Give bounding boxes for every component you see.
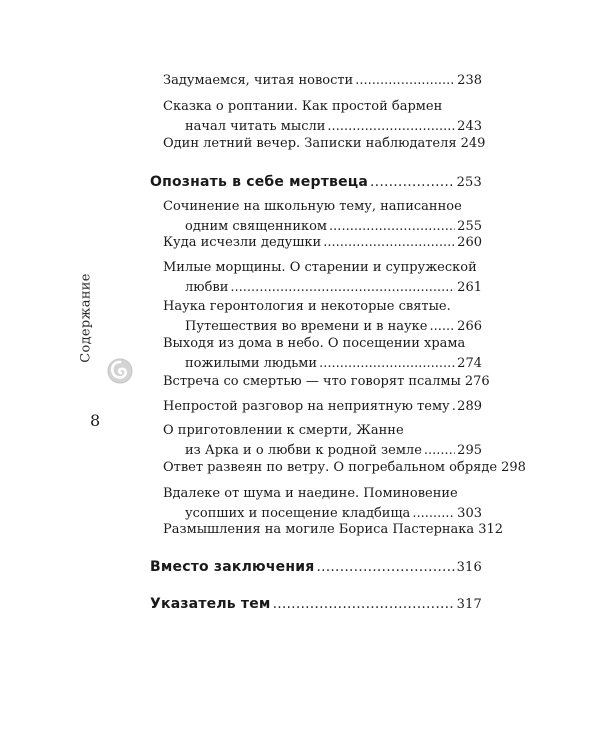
toc-entry[interactable]	[163, 520, 504, 540]
toc-page-number: 276	[464, 374, 490, 389]
toc-entry[interactable]	[163, 197, 482, 237]
dot-leader	[316, 557, 454, 577]
toc-page-number: 261	[457, 280, 482, 295]
toc-entry[interactable]	[163, 233, 482, 253]
toc-entry-title: Непростой разговор на неприятную тему	[163, 399, 450, 414]
toc-page-number: 298	[501, 460, 526, 475]
running-section-label: Содержание	[78, 273, 94, 363]
toc-entry[interactable]	[163, 334, 482, 374]
toc-entry-title-cont: пожилыми людьми	[185, 356, 318, 371]
toc-entry[interactable]	[163, 134, 486, 154]
toc-page-number: 253	[456, 175, 482, 190]
toc-entry-title-cont: начал читать мысли	[185, 119, 326, 134]
toc-section[interactable]	[150, 557, 482, 578]
toc-section-title: Опознать в себе мертвеца	[150, 174, 369, 190]
toc-page-number: 295	[457, 443, 482, 458]
toc-entry-title: Сказка о роптании. Как простой бармен	[163, 99, 443, 114]
toc-entry[interactable]	[163, 484, 482, 524]
toc-entry-title: Ответ развеян по ветру. О погребальном обряде	[163, 460, 498, 475]
dot-leader	[319, 354, 455, 374]
toc-entry-title: Один летний вечер. Записки наблюдателя	[163, 136, 457, 151]
dot-leader	[452, 397, 455, 417]
toc-entry-title-cont: из Арка и о любви к родной земле	[185, 443, 422, 458]
toc-entry-title: О приготовлении к смерти, Жанне	[163, 423, 404, 438]
toc-entry-title: Наука геронтология и некоторые святые.	[163, 299, 451, 314]
toc-section-title: Указатель тем	[150, 596, 271, 612]
toc-entry[interactable]	[163, 372, 490, 392]
toc-page-number: 289	[457, 399, 482, 414]
toc-section-title: Вместо заключения	[150, 559, 315, 575]
toc-page-number: 303	[457, 506, 482, 521]
toc-entry-title: Задумаемся, читая новости	[163, 73, 354, 88]
toc-page-number: 312	[478, 522, 504, 537]
toc-entry[interactable]	[163, 71, 482, 91]
toc-entry-title: Встреча со смертью — что говорят псалмы	[163, 374, 461, 389]
dot-leader	[273, 594, 455, 614]
toc-page-number: 266	[457, 319, 482, 334]
toc-entry[interactable]	[163, 458, 526, 478]
dot-leader	[355, 71, 455, 91]
toc-entry-title: Сочинение на школьную тему, написанное	[163, 199, 462, 214]
toc-entry[interactable]	[163, 258, 482, 298]
toc-entry[interactable]	[163, 97, 482, 137]
toc-entry-title: Вдалеке от шума и наедине. Поминовение	[163, 486, 458, 501]
toc-page-number: 249	[460, 136, 486, 151]
toc-page-number: 260	[457, 235, 482, 250]
toc-entry-title-cont: одним священником	[185, 219, 328, 234]
toc-entry-title: Выходя из дома в небо. О посещении храма	[163, 336, 466, 351]
toc-page-number: 316	[456, 560, 482, 575]
toc-section[interactable]	[150, 594, 482, 615]
page-number: 8	[90, 411, 101, 430]
toc-entry[interactable]	[163, 397, 482, 417]
dot-leader	[230, 278, 455, 298]
toc-page-number: 238	[457, 73, 482, 88]
dot-leader	[370, 172, 455, 192]
toc-page-number: 274	[457, 356, 482, 371]
toc-entry-title-cont: любви	[185, 280, 229, 295]
toc-entry-title: Куда исчезли дедушки	[163, 235, 322, 250]
toc-entry[interactable]	[163, 421, 482, 461]
toc-page-number: 255	[457, 219, 482, 234]
toc-page-number: 243	[457, 119, 482, 134]
toc-entry-title-cont: усопших и посещение кладбища	[185, 506, 411, 521]
toc-entry[interactable]	[163, 297, 482, 337]
dot-leader	[323, 233, 455, 253]
toc-entry-title: Милые морщины. О старении и супружеской	[163, 260, 477, 275]
toc-entry-title-cont: Путешествия во времени и в науке	[185, 319, 428, 334]
toc-entry-title: Размышления на могиле Бориса Пастернака	[163, 522, 475, 537]
toc-section[interactable]	[150, 172, 482, 193]
toc-page-number: 317	[456, 597, 482, 612]
